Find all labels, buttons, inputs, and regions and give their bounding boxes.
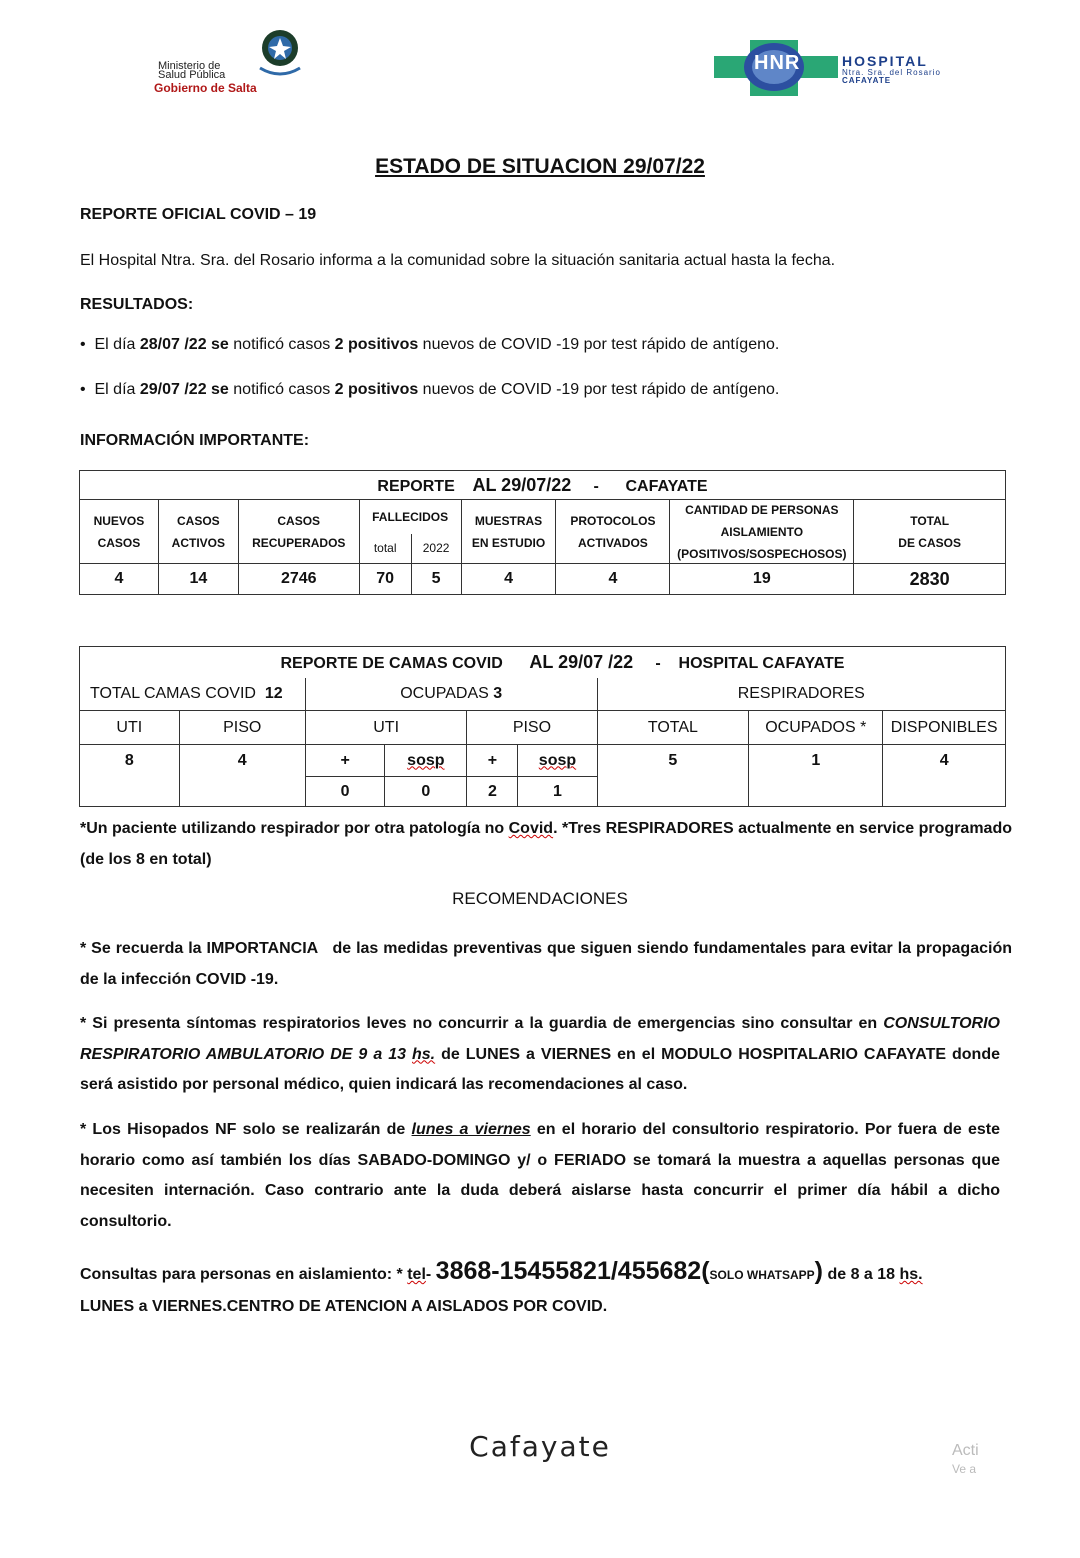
bullet-icon: • — [80, 336, 95, 353]
hospital-mark: HNR — [754, 52, 801, 74]
salta-seal-icon — [246, 28, 314, 86]
col-piso: PISO — [179, 711, 305, 745]
respiradores: RESPIRADORES — [597, 678, 1005, 711]
ocupadas: OCUPADAS 3 — [305, 678, 597, 711]
empty-cell — [883, 777, 1006, 807]
val-total: 2830 — [854, 564, 1006, 595]
recommendations-title: RECOMENDACIONES — [452, 889, 628, 908]
piso-plus: + — [467, 745, 518, 777]
bullet-icon: • — [80, 381, 95, 398]
col-resp-disponibles: DISPONIBLES — [883, 711, 1006, 745]
ministry-line1: Ministerio de — [158, 60, 221, 72]
val-fallecidos-2022: 5 — [411, 564, 461, 595]
uti-plus: + — [305, 745, 384, 777]
val-piso: 4 — [179, 745, 305, 777]
col-piso-ocupadas: PISO — [467, 711, 597, 745]
report-table-title: REPORTE AL 29/07/22 - CAFAYATE — [80, 471, 1006, 500]
ministry-logo — [150, 28, 340, 98]
col-resp-ocupados: OCUPADOS * — [749, 711, 883, 745]
val-protocolos: 4 — [556, 564, 670, 595]
col-casos-activos: CASOS ACTIVOS — [158, 500, 238, 564]
beds-table-title: REPORTE DE CAMAS COVID AL 29/07 /22 - HOSPITAL CAFAYATE — [80, 647, 1006, 678]
total-camas: TOTAL CAMAS COVID 12 — [80, 678, 306, 711]
val-resp-total: 5 — [597, 745, 749, 777]
report-table — [79, 470, 1006, 595]
val-recuperados: 2746 — [238, 564, 359, 595]
val-uti-sosp: 0 — [385, 777, 467, 807]
ministry-gobierno: Gobierno de Salta — [154, 81, 257, 95]
hospital-sub2: CAFAYATE — [842, 76, 892, 85]
respirator-note: *Un paciente utilizando respirador por otra patología no Covid. *Tres RESPIRADORES actualmente en service programado (de los 8 en total) — [80, 820, 1013, 868]
recommendation-2: * Si presenta síntomas respiratorios leves no concurrir a la guardia de emergencias sino consultar en CONSULTORIO RESPIRATORIO AMBULATORIO DE 9 a 13 hs. de LUNES a VIERNES en el MODULO HOSPITALARIO CAFAYATE donde será asistido por personal médico, quien indicará las recomendaciones al caso. — [80, 1015, 1000, 1093]
col-casos-recuperados: CASOS RECUPERADOS — [238, 500, 359, 564]
ministry-line2: Salud Pública — [158, 69, 226, 81]
val-muestras: 4 — [461, 564, 556, 595]
info-label: INFORMACIÓN IMPORTANTE: — [80, 432, 310, 449]
col-fallecidos: FALLECIDOS — [359, 500, 461, 534]
val-activos: 14 — [158, 564, 238, 595]
beds-table — [79, 646, 1006, 807]
contact-info: Consultas para personas en aislamiento: * tel- 3868-15455821/455682(SOLO WHATSAPP) de 8 a 18 hs. LUNES a VIERNES.CENTRO DE ATENCION A AISLADOS POR COVID. — [80, 1257, 923, 1315]
result-bullet: • El día 28/07 /22 se notificó casos 2 positivos nuevos de COVID -19 por test rápido de antígeno. — [80, 336, 780, 353]
col-protocolos: PROTOCOLOS ACTIVADOS — [556, 500, 670, 564]
hospital-title: HOSPITAL — [842, 53, 928, 69]
empty-cell — [80, 777, 180, 807]
intro-text: El Hospital Ntra. Sra. del Rosario informa a la comunidad sobre la situación sanitaria actual hasta la fecha. — [80, 252, 836, 269]
val-uti-plus: 0 — [305, 777, 384, 807]
hospital-sub1: Ntra. Sra. del Rosario — [842, 68, 941, 77]
empty-cell — [179, 777, 305, 807]
hospital-logo — [714, 40, 974, 96]
val-resp-ocupados: 1 — [749, 745, 883, 777]
results-label: RESULTADOS: — [80, 296, 194, 313]
val-fallecidos-total: 70 — [359, 564, 411, 595]
col-fallecidos-total: total — [359, 534, 411, 564]
val-uti: 8 — [80, 745, 180, 777]
val-resp-disponibles: 4 — [883, 745, 1006, 777]
col-resp-total: TOTAL — [597, 711, 749, 745]
val-nuevos: 4 — [80, 564, 159, 595]
col-muestras: MUESTRAS EN ESTUDIO — [461, 500, 556, 564]
recommendation-3: * Los Hisopados NF solo se realizarán de lunes a viernes en el horario del consultorio respiratorio. Por fuera de este horario como así también los días SABADO-DOMINGO y/ o FERIADO se tomará la muestra a aquellas personas que necesiten internación. Caso contrario ante la duda deberá aislarse hasta concurrir el primer día hábil a dicho consultorio. — [80, 1121, 1001, 1230]
recommendation-1: * Se recuerda la IMPORTANCIA de las medidas preventivas que siguen siendo fundamentales para evitar la propagación de la infección COVID -19. — [80, 940, 1017, 988]
col-fallecidos-2022: 2022 — [411, 534, 461, 564]
page-title: ESTADO DE SITUACION 29/07/22 — [375, 155, 705, 178]
uti-sosp: sosp — [385, 745, 467, 777]
empty-cell — [749, 777, 883, 807]
col-total-casos: TOTAL DE CASOS — [854, 500, 1006, 564]
col-uti-ocupadas: UTI — [305, 711, 466, 745]
empty-cell — [597, 777, 749, 807]
col-aislamiento: CANTIDAD DE PERSONAS AISLAMIENTO (POSITIVOS/SOSPECHOSOS) — [670, 500, 854, 564]
cafayate-logo: Cafayate — [469, 1430, 611, 1463]
report-label: REPORTE OFICIAL COVID – 19 — [80, 206, 317, 223]
activation-watermark: Acti Ve a — [952, 1442, 979, 1476]
result-bullet: • El día 29/07 /22 se notificó casos 2 positivos nuevos de COVID -19 por test rápido de antígeno. — [80, 381, 780, 398]
val-aislamiento: 19 — [670, 564, 854, 595]
piso-sosp: sosp — [518, 745, 597, 777]
val-piso-plus: 2 — [467, 777, 518, 807]
phone-number: 3868-15455821/455682( — [435, 1257, 710, 1285]
val-piso-sosp: 1 — [518, 777, 597, 807]
col-uti: UTI — [80, 711, 180, 745]
col-nuevos-casos: NUEVOS CASOS — [80, 500, 159, 564]
